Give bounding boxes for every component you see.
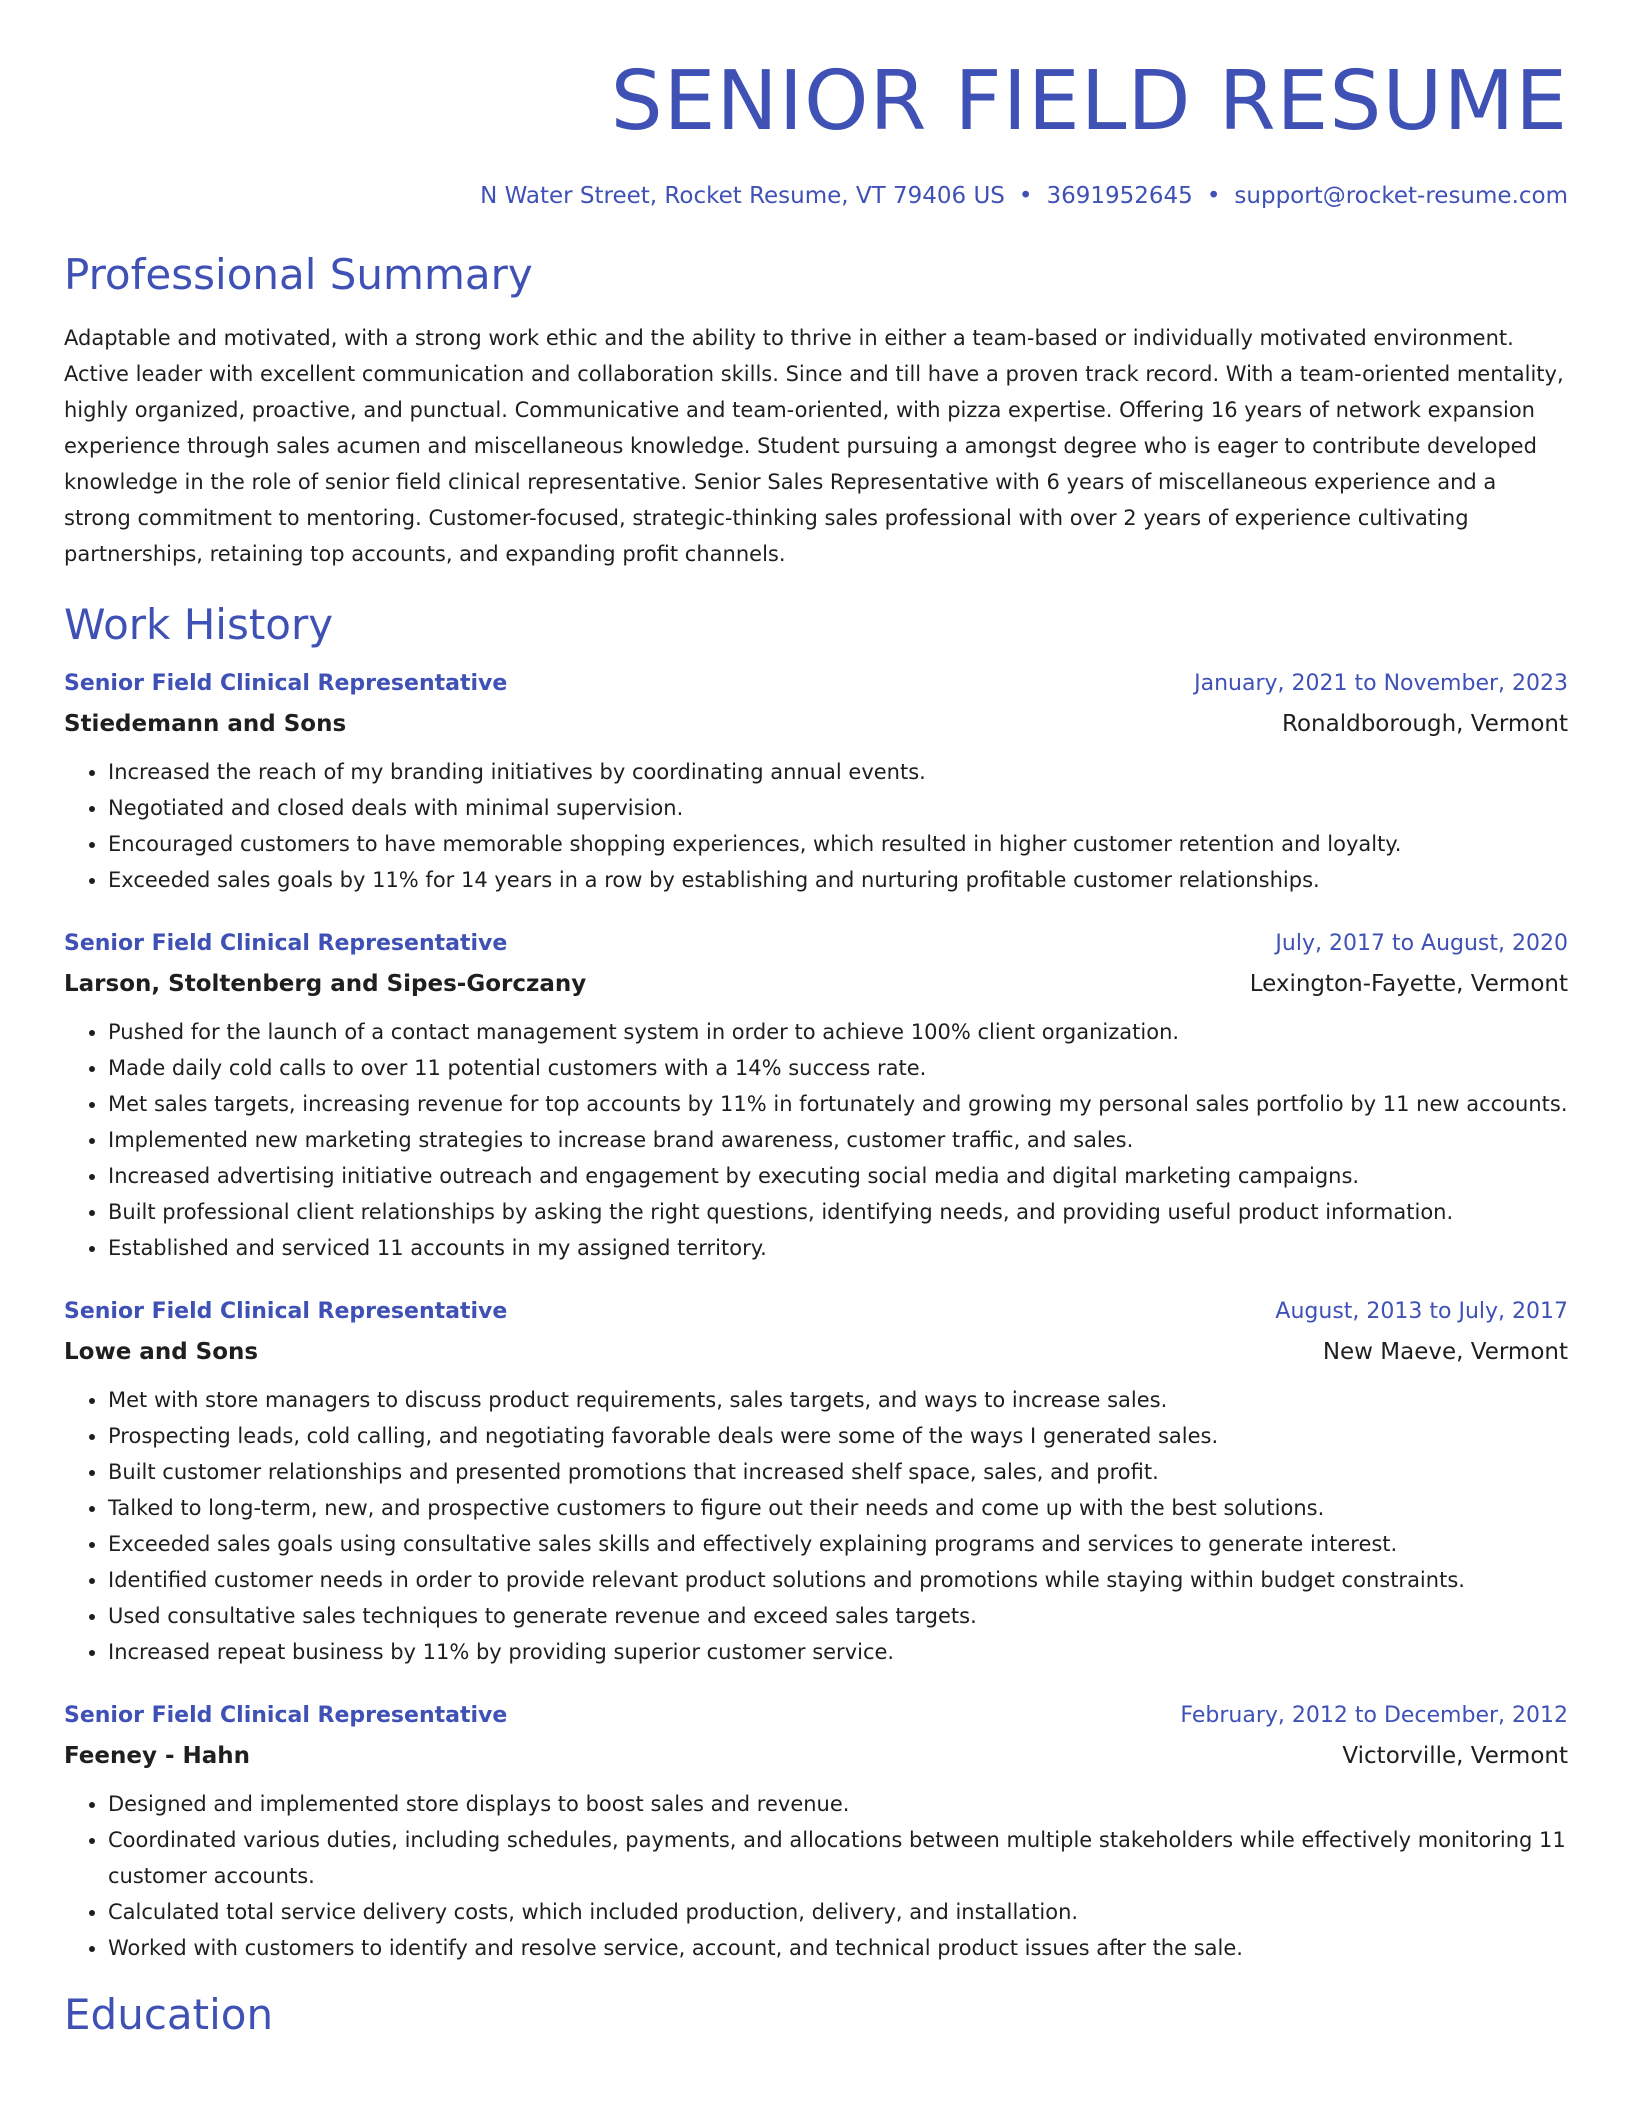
job-company: Feeney - Hahn	[64, 1743, 251, 1769]
job-bullet: • Pushed for the launch of a contact management system in order to achieve 100% client organization.	[108, 1014, 1568, 1050]
job-company: Stiedemann and Sons	[64, 711, 347, 737]
summary-heading: Professional Summary	[64, 250, 533, 299]
job-bullet: • Used consultative sales techniques to generate revenue and exceed sales targets.	[108, 1598, 1568, 1634]
job-company: Lowe and Sons	[64, 1339, 259, 1365]
summary-text: Adaptable and motivated, with a strong work ethic and the ability to thrive in either a team-based or individually motivated environment. Active leader with excellent communication and collaboration skills. Since and till have a proven track record. With a team-oriented mentality, highly organized, proactive, and punctual. Communicative and team-oriented, with pizza expertise. Offering 16 years of network expansion experience through sales acumen and miscellaneous knowledge. Student pursuing a amongst degree who is eager to contribute developed knowledge in the role of senior field clinical representative. Senior Sales Representative with 6 years of miscellaneous experience and a strong commitment to mentoring. Customer-focused, strategic-thinking sales professional with over 2 years of experience cultivating partnerships, retaining top accounts, and expanding profit channels.	[64, 326, 1564, 566]
job-bullet: • Built professional client relationships by asking the right questions, identifying needs, and providing useful product information.	[108, 1194, 1568, 1230]
job-bullets	[64, 1786, 1568, 1966]
job-entry	[64, 924, 1568, 1266]
job-bullet: • Calculated total service delivery costs, which included production, delivery, and installation.	[108, 1894, 1568, 1930]
job-location: Ronaldborough, Vermont	[1282, 711, 1568, 737]
job-location: New Maeve, Vermont	[1322, 1339, 1568, 1365]
job-dates: January, 2021 to November, 2023	[1194, 671, 1568, 696]
job-title: Senior Field Clinical Representative	[64, 1703, 508, 1728]
job-dates: August, 2013 to July, 2017	[1275, 1299, 1568, 1324]
job-bullets	[64, 754, 1568, 898]
job-title: Senior Field Clinical Representative	[64, 931, 508, 956]
job-entry	[64, 1292, 1568, 1670]
contact-separator: •	[1018, 183, 1033, 209]
job-bullet: • Increased repeat business by 11% by providing superior customer service.	[108, 1634, 1568, 1670]
job-bullet: • Encouraged customers to have memorable shopping experiences, which resulted in higher customer retention and loyalty.	[108, 826, 1568, 862]
job-bullet: • Increased the reach of my branding initiatives by coordinating annual events.	[108, 754, 1568, 790]
job-bullet: • Identified customer needs in order to provide relevant product solutions and promotions while staying within budget constraints.	[108, 1562, 1568, 1598]
resume-header	[64, 0, 1568, 212]
work-history-heading: Work History	[64, 600, 334, 649]
job-bullet: • Increased advertising initiative outreach and engagement by executing social media and digital marketing campaigns.	[108, 1158, 1568, 1194]
job-bullet: • Coordinated various duties, including schedules, payments, and allocations between multiple stakeholders while effectively monitoring 11 customer accounts.	[108, 1822, 1568, 1894]
job-bullet: • Established and serviced 11 accounts in my assigned territory.	[108, 1230, 1568, 1266]
job-bullet: • Met with store managers to discuss product requirements, sales targets, and ways to increase sales.	[108, 1382, 1568, 1418]
job-bullet: • Negotiated and closed deals with minimal supervision.	[108, 790, 1568, 826]
job-location: Victorville, Vermont	[1342, 1743, 1568, 1769]
job-entry	[64, 664, 1568, 898]
job-title: Senior Field Clinical Representative	[64, 671, 508, 696]
job-bullets	[64, 1014, 1568, 1266]
job-bullet: • Worked with customers to identify and resolve service, account, and technical product issues after the sale.	[108, 1930, 1568, 1966]
job-company: Larson, Stoltenberg and Sipes-Gorczany	[64, 971, 587, 997]
job-bullet: • Met sales targets, increasing revenue for top accounts by 11% in fortunately and growing my personal sales portfolio by 11 new accounts.	[108, 1086, 1568, 1122]
education-heading: Education	[64, 1990, 274, 2039]
job-entry	[64, 1696, 1568, 1966]
contact-line	[64, 180, 1568, 212]
contact-email: support@rocket-resume.com	[1234, 183, 1568, 209]
job-dates: July, 2017 to August, 2020	[1275, 931, 1568, 956]
job-bullet: • Built customer relationships and presented promotions that increased shelf space, sales, and profit.	[108, 1454, 1568, 1490]
job-bullet: • Prospecting leads, cold calling, and negotiating favorable deals were some of the ways I generated sales.	[108, 1418, 1568, 1454]
job-dates: February, 2012 to December, 2012	[1180, 1703, 1568, 1728]
contact-separator: •	[1206, 183, 1221, 209]
job-bullet: • Designed and implemented store displays to boost sales and revenue.	[108, 1786, 1568, 1822]
contact-phone: 3691952645	[1046, 183, 1193, 209]
job-bullet: • Made daily cold calls to over 11 potential customers with a 14% success rate.	[108, 1050, 1568, 1086]
job-bullet: • Exceeded sales goals by 11% for 14 years in a row by establishing and nurturing profitable customer relationships.	[108, 862, 1568, 898]
contact-address: N Water Street, Rocket Resume, VT 79406 US	[480, 183, 1005, 209]
job-title: Senior Field Clinical Representative	[64, 1299, 508, 1324]
job-bullets	[64, 1382, 1568, 1670]
resume-name: SENIOR FIELD RESUME	[610, 54, 1568, 149]
job-bullet: • Talked to long-term, new, and prospective customers to figure out their needs and come up with the best solutions.	[108, 1490, 1568, 1526]
job-bullet: • Exceeded sales goals using consultative sales skills and effectively explaining programs and services to generate interest.	[108, 1526, 1568, 1562]
job-location: Lexington-Fayette, Vermont	[1249, 971, 1568, 997]
job-bullet: • Implemented new marketing strategies to increase brand awareness, customer traffic, and sales.	[108, 1122, 1568, 1158]
